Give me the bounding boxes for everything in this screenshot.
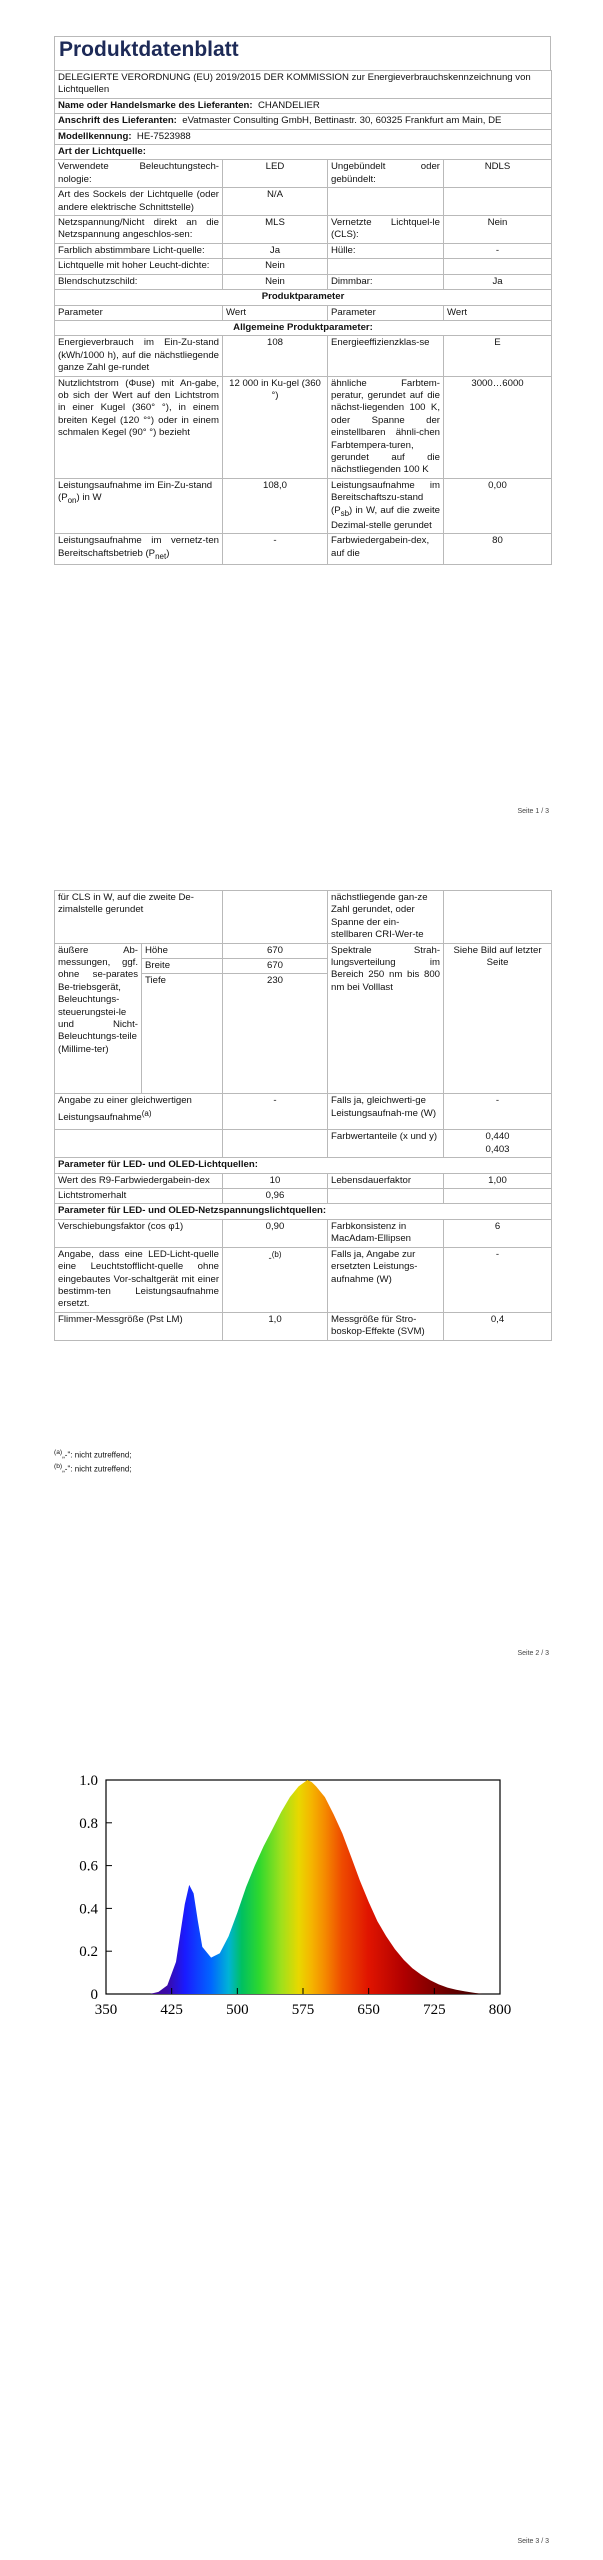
model-row bbox=[55, 129, 552, 144]
chromaticity-label: Farbwertanteile (x und y) bbox=[328, 1130, 444, 1158]
param-value bbox=[444, 188, 552, 216]
column-header-row bbox=[55, 305, 552, 320]
param-label: Blendschutzschild: bbox=[55, 274, 223, 289]
mains-param-row bbox=[55, 1247, 552, 1312]
led-param-row bbox=[55, 1173, 552, 1188]
model-label: Modellkennung: bbox=[58, 130, 132, 142]
value-text: - bbox=[268, 1252, 272, 1264]
chromaticity-x: 0,440 bbox=[485, 1131, 510, 1143]
cri-value: 80 bbox=[444, 534, 552, 565]
footnotes bbox=[54, 1447, 132, 1474]
param-label: Energieverbrauch im Ein-Zu-stand (kWh/1000 h), auf die nächstliegende ganze Zahl ge-rundet bbox=[55, 336, 223, 376]
param-value: E bbox=[444, 336, 552, 376]
onmode-power-label bbox=[55, 478, 223, 534]
equivalent-power-row bbox=[55, 1094, 552, 1130]
general-param-row bbox=[55, 534, 552, 565]
dimension-label: Tiefe bbox=[142, 974, 223, 1094]
supplier-address-row bbox=[55, 114, 552, 129]
param-value bbox=[444, 1189, 552, 1204]
param-label: ähnliche Farbtem-peratur, gerundet auf die nächst-liegenden 100 K, oder Spanne der einstellbaren ähnli-chen Farbtempera-turen, gerundet auf die nächstliegenden 100 K bbox=[328, 376, 444, 478]
footnote-mark: (a) bbox=[54, 1449, 63, 1456]
y-tick-label: 0 bbox=[90, 1987, 98, 2003]
param-value: 3000…6000 bbox=[444, 376, 552, 478]
lifetime-label: Lebensdauerfaktor bbox=[328, 1173, 444, 1188]
spectral-distribution-chart bbox=[50, 1772, 520, 2032]
label-text: ) bbox=[166, 547, 170, 559]
y-tick-label: 1.0 bbox=[79, 1773, 98, 1789]
param-label: Lichtquelle mit hoher Leucht-dichte: bbox=[55, 259, 223, 274]
x-tick-label: 500 bbox=[226, 2002, 249, 2018]
param-label: Falls ja, Angabe zur ersetzten Leistungs-aufnahme (W) bbox=[328, 1247, 444, 1312]
column-header: Parameter bbox=[328, 305, 444, 320]
replacement-label: Angabe, dass eine LED-Licht-quelle eine Leuchtstofflicht-quelle ohne eingebautes Vor-schaltgerät mit einer bestimm-ten Leistungsaufnahme ersetzt. bbox=[55, 1247, 223, 1312]
param-value bbox=[223, 891, 328, 944]
standby-power-label bbox=[328, 478, 444, 534]
param-label: Ungebündelt oder gebündelt: bbox=[328, 160, 444, 188]
dpf-value: 0,90 bbox=[223, 1219, 328, 1247]
param-label: Farblich abstimmbare Licht-quelle: bbox=[55, 243, 223, 258]
label-subscript: sb bbox=[340, 508, 350, 518]
page-1 bbox=[0, 0, 603, 830]
page-number: Seite 3 / 3 bbox=[517, 2538, 549, 2545]
label-subscript: on bbox=[67, 496, 77, 506]
product-params-header: Produktparameter bbox=[55, 290, 552, 305]
dpf-label: Verschiebungsfaktor (cos φ1) bbox=[55, 1219, 223, 1247]
param-value: 108 bbox=[223, 336, 328, 376]
led-param-row bbox=[55, 1189, 552, 1204]
param-value bbox=[223, 1130, 328, 1158]
x-tick-label: 650 bbox=[357, 2002, 380, 2018]
param-value: LED bbox=[223, 160, 328, 188]
param-label bbox=[328, 1189, 444, 1204]
page-number: Seite 2 / 3 bbox=[517, 1650, 549, 1657]
replacement-value bbox=[223, 1247, 328, 1312]
param-value: NDLS bbox=[444, 160, 552, 188]
label-text: Leistungsaufnahme im vernetz-ten Bereitschaftsbetrieb (P bbox=[58, 535, 219, 559]
param-value: N/A bbox=[223, 188, 328, 216]
macadam-value: 6 bbox=[444, 1219, 552, 1247]
param-label: Nutzlichtstrom (Φuse) mit An-gabe, ob sich der Wert auf den Lichtstrom in einer Kugel (360° °), in einem breiten Kegel (120 °°) oder in einem schmalen Kegel (90° °) bezieht bbox=[55, 376, 223, 478]
footnote-mark: (b) bbox=[271, 1249, 282, 1259]
footnote-mark: (b) bbox=[54, 1462, 63, 1470]
svm-label: Messgröße für Stro-boskop-Effekte (SVM) bbox=[328, 1312, 444, 1340]
dimensions-row bbox=[55, 943, 552, 958]
x-tick-label: 425 bbox=[160, 2002, 183, 2018]
param-value: - bbox=[444, 1094, 552, 1130]
light-type-header: Art der Lichtquelle: bbox=[55, 145, 552, 160]
label-subscript: net bbox=[155, 551, 167, 561]
networked-standby-label bbox=[55, 534, 223, 565]
x-tick-label: 800 bbox=[488, 2002, 512, 2018]
param-value: Ja bbox=[444, 274, 552, 289]
param-label: für CLS in W, auf die zweite De-zimalstelle gerundet bbox=[55, 891, 223, 944]
param-value: Nein bbox=[223, 259, 328, 274]
label-text: Angabe zu einer gleichwertigen Leistungsaufnahme bbox=[58, 1095, 192, 1124]
column-header: Wert bbox=[223, 305, 328, 320]
maintenance-label: Lichtstromerhalt bbox=[55, 1189, 223, 1204]
x-tick-label: 725 bbox=[423, 2002, 446, 2018]
label-text: ) in W, auf die zweite Dezimal-stelle gerundet bbox=[331, 504, 440, 531]
param-label bbox=[55, 1130, 223, 1158]
param-value: - bbox=[444, 243, 552, 258]
page-3 bbox=[0, 1670, 603, 2560]
param-label: Dimmbar: bbox=[328, 274, 444, 289]
standby-power-value: 0,00 bbox=[444, 478, 552, 534]
supplier-name-label: Name oder Handelsmarke des Lieferanten: bbox=[58, 99, 253, 111]
page-number: Seite 1 / 3 bbox=[517, 808, 549, 815]
footnote bbox=[54, 1447, 132, 1461]
x-tick-label: 575 bbox=[291, 2002, 315, 2018]
param-label: nächstliegende gan-ze Zahl gerundet, oder Spanne der ein-stellbaren CRI-Wer-te bbox=[328, 891, 444, 944]
maintenance-value: 0,96 bbox=[223, 1189, 328, 1204]
footnote-text: „-": nicht zutreffend; bbox=[62, 1464, 132, 1474]
y-tick-label: 0.8 bbox=[79, 1815, 98, 1832]
general-params-header: Allgemeine Produktparameter: bbox=[55, 320, 552, 335]
dimension-value: 670 bbox=[223, 959, 328, 974]
param-label: Energieeffizienzklas-se bbox=[328, 336, 444, 376]
light-type-row bbox=[55, 216, 552, 244]
svm-value: 0,4 bbox=[444, 1312, 552, 1340]
light-type-row bbox=[55, 188, 552, 216]
spectral-value: Siehe Bild auf letzter Seite bbox=[444, 943, 552, 1094]
light-type-row bbox=[55, 274, 552, 289]
page-2 bbox=[0, 830, 603, 1670]
chromaticity-y: 0,403 bbox=[485, 1143, 510, 1155]
param-label: Art des Sockels der Lichtquelle (oder andere elektrische Schnittstelle) bbox=[55, 188, 223, 216]
chromaticity-row bbox=[55, 1130, 552, 1158]
supplier-name: CHANDELIER bbox=[257, 99, 320, 111]
param-label: Netzspannung/Nicht direkt an die Netzspannung angeschlos-sen: bbox=[55, 216, 223, 244]
dimension-label: Breite bbox=[142, 959, 223, 974]
label-text: Leistungsaufnahme im Ein-Zu-stand (P bbox=[58, 479, 213, 504]
light-type-row bbox=[55, 259, 552, 274]
label-text: Leistungsaufnahme im Bereitschaftszu-stand (P bbox=[331, 479, 440, 516]
supplier-address-label: Anschrift des Lieferanten: bbox=[58, 115, 177, 127]
y-tick-label: 0.2 bbox=[79, 1944, 98, 1961]
dimensions-label: äußere Ab-messungen, ggf. ohne se-parates Be-triebsgerät, Beleuchtungs-steuerungstei-le und Nicht-Beleuchtungs-teile (Millime-ter) bbox=[55, 943, 142, 1094]
column-header: Parameter bbox=[55, 305, 223, 320]
param-label: Hülle: bbox=[328, 243, 444, 258]
param-label: Verwendete Beleuchtungstech-nologie: bbox=[55, 160, 223, 188]
lifetime-value: 1,00 bbox=[444, 1173, 552, 1188]
equivalent-power-value: - bbox=[223, 1094, 328, 1130]
dimension-value: 230 bbox=[223, 974, 328, 1094]
param-value: 12 000 in Ku-gel (360 °) bbox=[223, 376, 328, 478]
light-type-row bbox=[55, 160, 552, 188]
light-type-row bbox=[55, 243, 552, 258]
spectrum-area bbox=[132, 1780, 482, 1994]
spectral-label: Spektrale Strah-lungsverteilung im Bereich 250 nm bis 800 nm bei Volllast bbox=[328, 943, 444, 1094]
mains-params-header: Parameter für LED- und OLED-Netzspannungslichtquellen: bbox=[55, 1204, 552, 1219]
footnote bbox=[54, 1461, 132, 1475]
y-tick-label: 0.6 bbox=[79, 1858, 98, 1875]
label-text: ) in W bbox=[76, 492, 102, 504]
param-value: Nein bbox=[223, 274, 328, 289]
dimension-label: Höhe bbox=[142, 943, 223, 958]
flicker-value: 1,0 bbox=[223, 1312, 328, 1340]
column-header: Wert bbox=[444, 305, 552, 320]
led-params-header: Parameter für LED- und OLED-Lichtquellen: bbox=[55, 1158, 552, 1173]
general-param-row bbox=[55, 478, 552, 534]
param-label bbox=[328, 259, 444, 274]
param-label: Vernetzte Lichtquel-le (CLS): bbox=[328, 216, 444, 244]
onmode-power-value: 108,0 bbox=[223, 478, 328, 534]
x-tick-label: 350 bbox=[94, 2002, 118, 2018]
networked-standby-value: - bbox=[223, 534, 328, 565]
param-value bbox=[444, 259, 552, 274]
param-value: Ja bbox=[223, 243, 328, 258]
datasheet-table-2 bbox=[54, 890, 552, 1341]
r9-value: 10 bbox=[223, 1173, 328, 1188]
param-label: Falls ja, gleichwerti-ge Leistungsaufnah-me (W) bbox=[328, 1094, 444, 1130]
param-value: MLS bbox=[223, 216, 328, 244]
y-tick-label: 0.4 bbox=[79, 1901, 98, 1918]
supplier-address: eVatmaster Consulting GmbH, Bettinastr. 30, 60325 Frankfurt am Main, DE bbox=[182, 115, 502, 127]
datasheet-table-1 bbox=[54, 70, 552, 565]
general-param-row bbox=[55, 336, 552, 376]
equivalent-power-label bbox=[55, 1094, 223, 1130]
mains-param-row bbox=[55, 1219, 552, 1247]
macadam-label: Farbkonsistenz in MacAdam-Ellipsen bbox=[328, 1219, 444, 1247]
regulation-text: DELEGIERTE VERORDNUNG (EU) 2019/2015 DER KOMMISSION zur Energieverbrauchskennzeichnung von Lichtquellen bbox=[55, 71, 552, 99]
flicker-label: Flimmer-Messgröße (Pst LM) bbox=[55, 1312, 223, 1340]
cri-label: Farbwiedergabein-dex, auf die bbox=[328, 534, 444, 565]
general-param-row bbox=[55, 376, 552, 478]
param-label bbox=[328, 188, 444, 216]
param-value: Nein bbox=[444, 216, 552, 244]
param-value bbox=[444, 891, 552, 944]
footnote-mark: (a) bbox=[141, 1108, 152, 1118]
r9-label: Wert des R9-Farbwiedergabein-dex bbox=[55, 1173, 223, 1188]
supplier-name-row bbox=[55, 98, 552, 113]
model-id: HE-7523988 bbox=[136, 130, 191, 142]
document-title: Produktdatenblatt bbox=[54, 36, 551, 70]
continued-row bbox=[55, 891, 552, 944]
param-value: - bbox=[444, 1247, 552, 1312]
dimension-value: 670 bbox=[223, 943, 328, 958]
mains-param-row bbox=[55, 1312, 552, 1340]
chromaticity-values bbox=[444, 1130, 552, 1158]
footnote-text: „-": nicht zutreffend; bbox=[62, 1450, 132, 1460]
